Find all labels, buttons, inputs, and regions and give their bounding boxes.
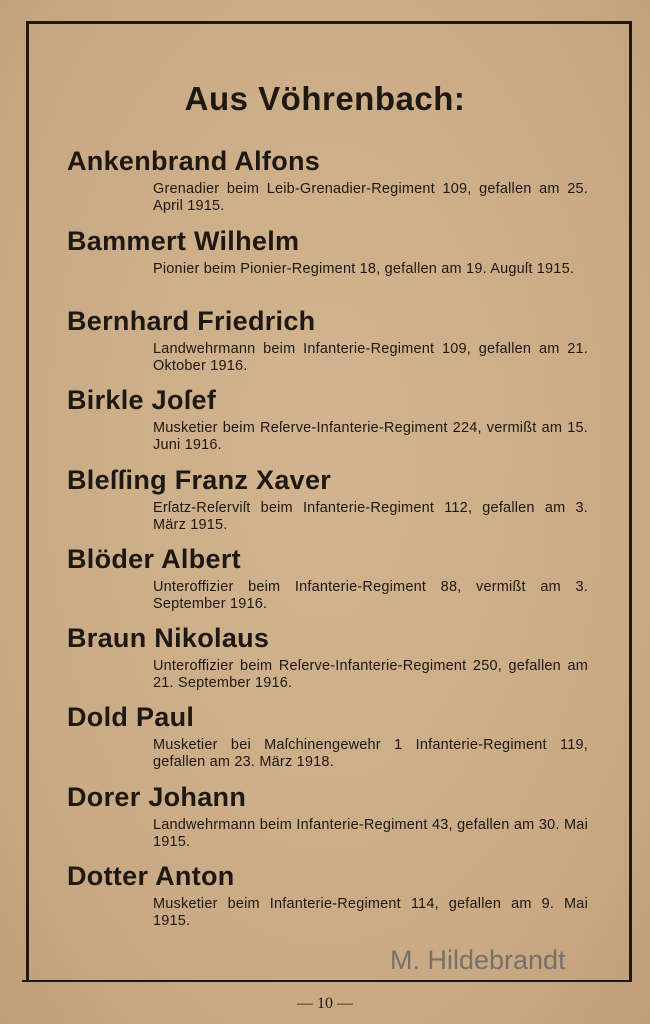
person-name: Birkle Joſef	[67, 385, 217, 415]
page-border-bottom-rule	[22, 980, 632, 982]
person-description: Grenadier beim Leib-Grenadier-Regiment 109, gefallen am 25. April 1915.	[153, 181, 588, 214]
list-item	[67, 781, 589, 851]
person-description: Musketier beim Infanterie-Regiment 114, gefallen am 9. Mai 1915.	[153, 896, 588, 929]
list-item	[67, 860, 589, 930]
person-description: Landwehrmann beim Infanterie-Regiment 109, gefallen am 21. Oktober 1916.	[153, 341, 588, 374]
person-description: Pionier beim Pionier-Regiment 18, gefallen am 19. Auguſt 1915.	[153, 261, 575, 277]
list-item	[67, 701, 589, 771]
watermark: M. Hildebrandt	[390, 945, 566, 975]
person-description: Erſatz-Reſerviſt beim Infanterie-Regiment 112, gefallen am 3. März 1915.	[153, 500, 588, 533]
person-name: Bleſſing Franz Xaver	[67, 465, 332, 495]
person-name: Dorer Johann	[67, 782, 247, 812]
person-name: Bernhard Friedrich	[67, 306, 316, 336]
person-description: Landwehrmann beim Infanterie-Regiment 43, gefallen am 30. Mai 1915.	[153, 817, 588, 850]
person-name: Ankenbrand Alfons	[67, 146, 321, 176]
person-name: Dotter Anton	[67, 861, 235, 891]
list-item	[67, 622, 589, 692]
list-item	[67, 464, 589, 534]
page-number: — 10 —	[297, 995, 353, 1012]
list-item	[67, 145, 589, 215]
list-item	[67, 225, 589, 278]
person-description: Musketier bei Maſchinengewehr 1 Infanterie-Regiment 119, gefallen am 23. März 1918.	[153, 737, 588, 770]
person-name: Bammert Wilhelm	[67, 226, 300, 256]
person-name: Blöder Albert	[67, 544, 241, 574]
person-description: Unteroffizier beim Reſerve-Infanterie-Regiment 250, gefallen am 21. September 1916.	[153, 658, 588, 691]
list-item	[67, 384, 589, 454]
list-item	[67, 543, 589, 613]
person-description: Unteroffizier beim Infanterie-Regiment 88, vermißt am 3. September 1916.	[153, 579, 588, 612]
person-description: Musketier beim Reſerve-Infanterie-Regiment 224, vermißt am 15. Juni 1916.	[153, 420, 588, 453]
person-name: Braun Nikolaus	[67, 623, 270, 653]
page-title: Aus Vöhrenbach:	[184, 80, 466, 117]
person-name: Dold Paul	[67, 702, 195, 732]
list-item	[67, 305, 589, 375]
